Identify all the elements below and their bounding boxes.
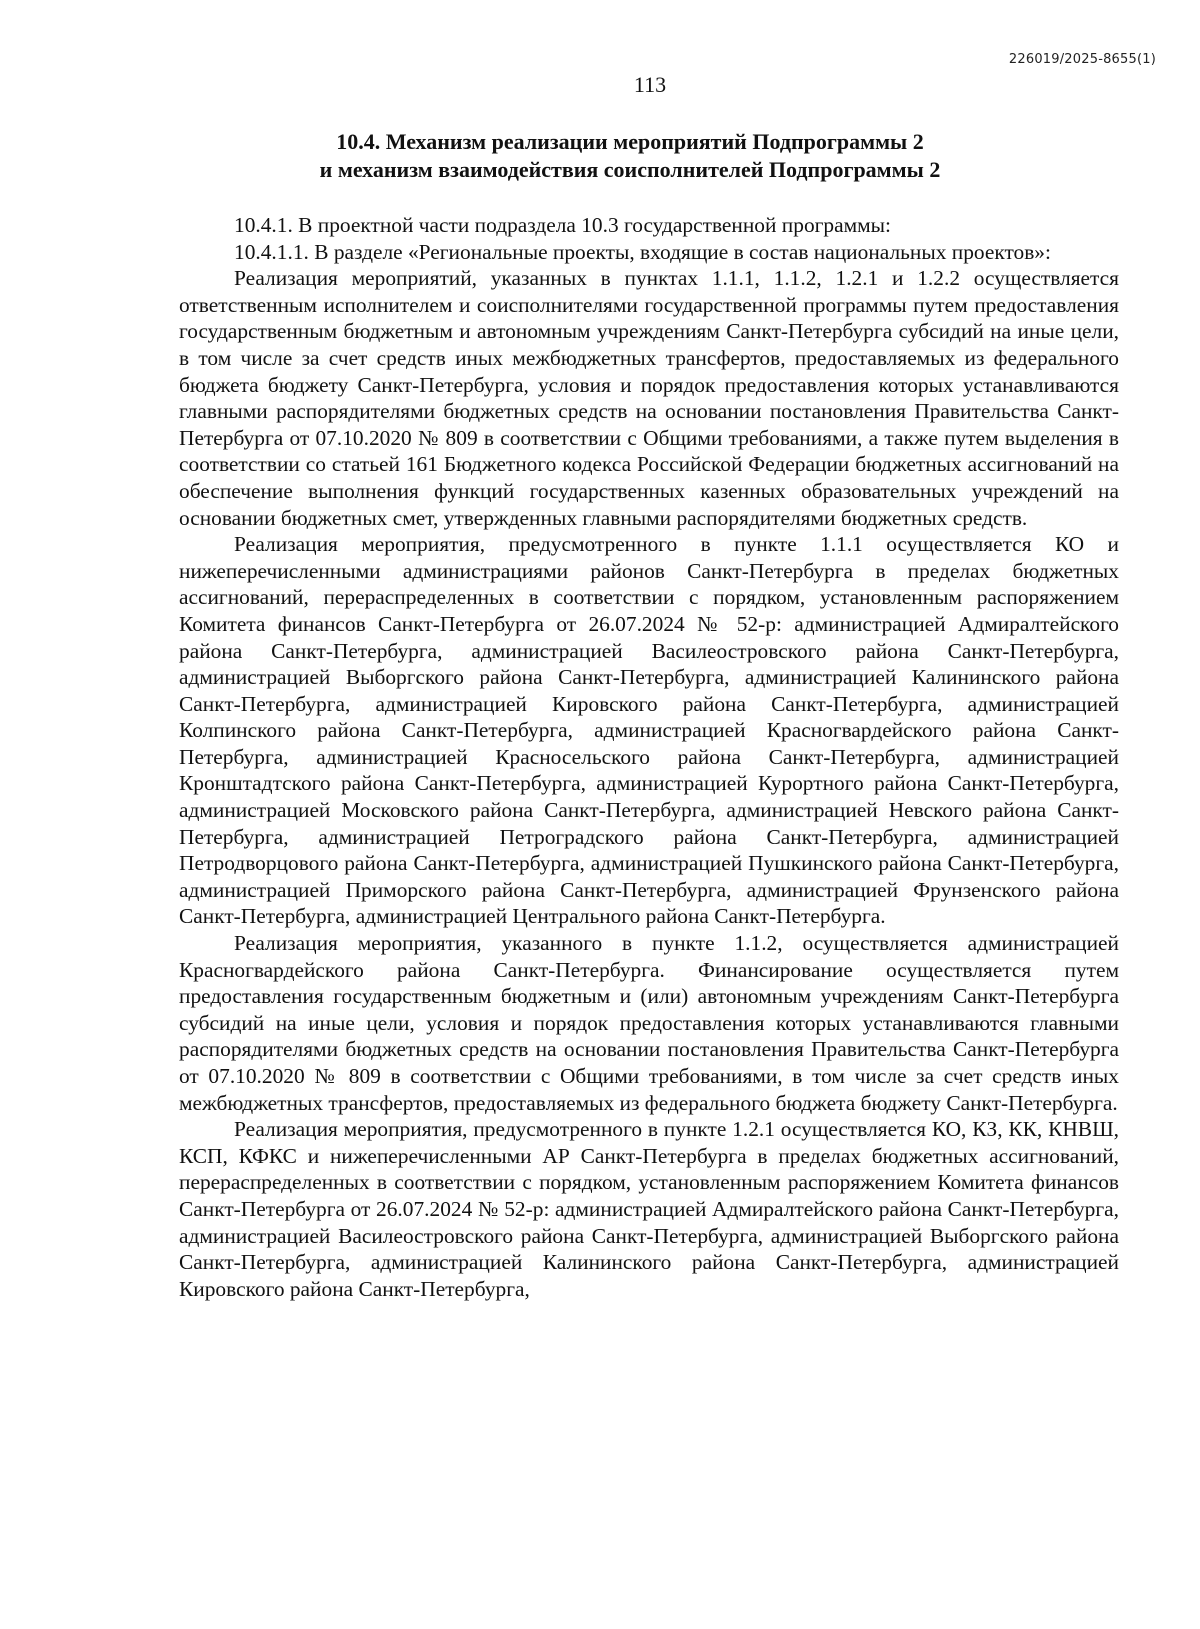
paragraph-10-4-1: 10.4.1. В проектной части подраздела 10.3 государственной программы:	[234, 213, 891, 237]
page-number: 113	[633, 72, 667, 97]
paragraph-10-4-1-1: 10.4.1.1. В разделе «Региональные проекты, входящие в состав национальных проектов»:	[234, 239, 1051, 264]
paragraph-item-1-1-1: Реализация мероприятия, предусмотренного в пункте 1.1.1 осуществляется КО и нижеперечисленными администрациями районов Санкт-Петербурга в пределах бюджетных ассигнований, перераспределенных в соответствии с порядком, установленным распоряжением Комитета финансов Санкт-Петербурга от 26.07.2024 № 52-р: администрацией Адмиралтейского района Санкт-Петербурга, администрацией Василеостровского района Санкт-Петербурга, администрацией Выборгского района Санкт-Петербурга, администрацией Калининского района Санкт-Петербурга, администрацией Кировского района Санкт-Петербурга, администрацией Колпинского района Санкт-Петербурга, администрацией Красногвардейского района Санкт-Петербурга, администрацией Красносельского района Санкт-Петербурга, администрацией Кронштадтского района Санкт-Петербурга, администрацией Курортного района Санкт-Петербурга, администрацией Московского района Санкт-Петербурга, администрацией Невского района Санкт-Петербурга, администрацией Петроградского района Санкт-Петербурга, администрацией Петродворцового района Санкт-Петербурга, администрацией Пушкинского района Санкт-Петербурга, администрацией Приморского района Санкт-Петербурга, администрацией Фрунзенского района Санкт-Петербурга, администрацией Центрального района Санкт-Петербурга.	[179, 532, 1119, 929]
section-heading	[0, 128, 1200, 184]
section-heading-line-1: 10.4. Механизм реализации мероприятий Подпрограммы 2	[336, 129, 924, 154]
document-id: 226019/2025-8655(1)	[1008, 52, 1156, 67]
body-text	[179, 212, 1119, 1302]
paragraph-item-1-2-1: Реализация мероприятия, предусмотренного в пункте 1.2.1 осуществляется КО, КЗ, КК, КНВШ, КСП, КФКС и нижеперечисленными АР Санкт-Петербурга в пределах бюджетных ассигнований, перераспределенных в соответствии с порядком, установленным распоряжением Комитета финансов Санкт-Петербурга от 26.07.2024 № 52-р: администрацией Адмиралтейского района Санкт-Петербурга, администрацией Василеостровского района Санкт-Петербурга, администрацией Выборгского района Санкт-Петербурга, администрацией Калининского района Санкт-Петербурга, администрацией Кировского района Санкт-Петербурга,	[179, 1117, 1119, 1301]
section-heading-line-2: и механизм взаимодействия соисполнителей Подпрограммы 2	[319, 157, 941, 182]
paragraph-implementation-general: Реализация мероприятий, указанных в пунктах 1.1.1, 1.1.2, 1.2.1 и 1.2.2 осуществляется ответственным исполнителем и соисполнителями государственной программы путем предоставления государственным бюджетным и автономным учреждениям Санкт-Петербурга субсидий на иные цели, в том числе за счет средств иных межбюджетных трансфертов, предоставляемых из федерального бюджета бюджету Санкт-Петербурга, условия и порядок предоставления которых устанавливаются главными распорядителями бюджетных средств на основании постановления Правительства Санкт-Петербурга от 07.10.2020 № 809 в соответствии с Общими требованиями, а также путем выделения в соответствии со статьей 161 Бюджетного кодекса Российской Федерации бюджетных ассигнований на обеспечение выполнения функций государственных казенных образовательных учреждений на основании бюджетных смет, утвержденных главными распорядителями бюджетных средств.	[179, 266, 1119, 530]
paragraph-item-1-1-2: Реализация мероприятия, указанного в пункте 1.1.2, осуществляется администрацией Красногвардейского района Санкт-Петербурга. Финансирование осуществляется путем предоставления государственным бюджетным и (или) автономным учреждениям Санкт-Петербурга субсидий на иные цели, условия и порядок предоставления которых устанавливаются главными распорядителями бюджетных средств на основании постановления Правительства Санкт-Петербурга от 07.10.2020 № 809 в соответствии с Общими требованиями, в том числе за счет средств иных межбюджетных трансфертов, предоставляемых из федерального бюджета бюджету Санкт-Петербурга.	[179, 931, 1119, 1115]
